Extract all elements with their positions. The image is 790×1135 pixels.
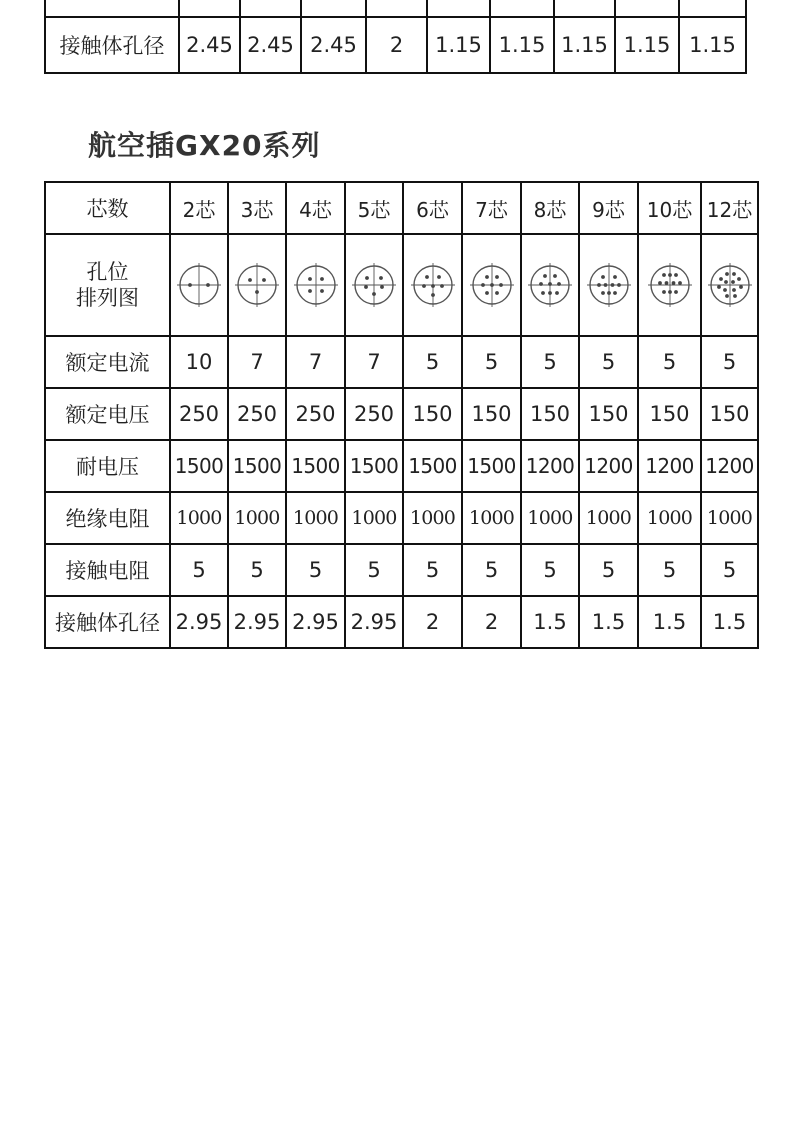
value-cell: 1000: [345, 492, 403, 544]
value-cell: 5: [638, 544, 701, 596]
value-cell: 7: [286, 336, 345, 388]
pin-dot: [739, 285, 743, 289]
pin-dot: [724, 280, 728, 284]
pin-layout-6-icon: [409, 261, 457, 309]
value-cell: 1500: [345, 440, 403, 492]
pin-dot: [601, 275, 605, 279]
pin-dot: [658, 281, 662, 285]
cores-cell: 6芯: [403, 182, 462, 234]
value-cell: 2: [462, 596, 521, 648]
value-cell: 1.15: [490, 17, 554, 73]
pin-dot: [613, 275, 617, 279]
pin-dot: [725, 294, 729, 298]
value-cell: 1000: [462, 492, 521, 544]
rated-voltage-row: [45, 388, 758, 440]
pin-dot: [548, 282, 552, 286]
pin-layout-row: [45, 234, 758, 336]
pin-diagram-cell: [170, 234, 228, 336]
pin-layout-2-icon: [175, 261, 223, 309]
value-cell: 1.5: [701, 596, 758, 648]
cores-cell: 3芯: [228, 182, 286, 234]
value-cell: 1000: [521, 492, 579, 544]
value-cell: 150: [579, 388, 638, 440]
pin-dot: [719, 277, 723, 281]
pin-layout-4-icon: [292, 261, 340, 309]
value-cell: 1000: [403, 492, 462, 544]
value-cell: 150: [521, 388, 579, 440]
pin-layout-7-icon: [468, 261, 516, 309]
pin-dot: [379, 276, 383, 280]
value-cell: 150: [701, 388, 758, 440]
value-cell: 1200: [701, 440, 758, 492]
value-cell: 1500: [170, 440, 228, 492]
value-cell: 250: [228, 388, 286, 440]
pin-diagram-cell: [521, 234, 579, 336]
value-cell: 1000: [286, 492, 345, 544]
pin-dot: [422, 284, 426, 288]
value-cell: 1.5: [638, 596, 701, 648]
cores-cell: 4芯: [286, 182, 345, 234]
pin-dot: [737, 277, 741, 281]
pin-dot: [485, 275, 489, 279]
pin-dot: [717, 285, 721, 289]
value-cell: 1500: [228, 440, 286, 492]
pin-dot: [732, 288, 736, 292]
pin-dot: [668, 290, 672, 294]
value-cell: 5: [403, 544, 462, 596]
value-cell: 250: [170, 388, 228, 440]
pin-dot: [425, 275, 429, 279]
value-cell: 1500: [462, 440, 521, 492]
pin-layout-9-icon: [585, 261, 633, 309]
pin-dot: [610, 283, 614, 287]
pin-dot: [320, 277, 324, 281]
value-cell: 5: [701, 544, 758, 596]
value-cell: 5: [521, 544, 579, 596]
pin-dot: [308, 277, 312, 281]
value-cell: 1000: [638, 492, 701, 544]
pin-diagram-cell: [228, 234, 286, 336]
pin-diagram-cell: [579, 234, 638, 336]
row-label: 额定电流: [45, 336, 170, 388]
value-cell: 5: [170, 544, 228, 596]
pin-layout-8-icon: [526, 261, 574, 309]
pin-diagram-cell: [403, 234, 462, 336]
pin-dot: [731, 280, 735, 284]
pin-dot: [601, 291, 605, 295]
row-label: 芯数: [45, 182, 170, 234]
pin-dot: [725, 272, 729, 276]
pin-dot: [437, 275, 441, 279]
value-cell: 1.5: [579, 596, 638, 648]
pin-dot: [607, 291, 611, 295]
pin-dot: [380, 285, 384, 289]
cores-cell: 12芯: [701, 182, 758, 234]
pin-layout-12-icon: [706, 261, 754, 309]
pin-dot: [308, 289, 312, 293]
pin-dot: [557, 282, 561, 286]
pin-dot: [668, 273, 672, 277]
pin-dot: [617, 283, 621, 287]
value-cell: 1200: [521, 440, 579, 492]
value-cell: 2.95: [345, 596, 403, 648]
pin-dot: [255, 290, 259, 294]
row-label-line: 排列图: [76, 286, 139, 310]
value-cell: 1.5: [521, 596, 579, 648]
row-label-line: 孔位: [86, 260, 129, 284]
pin-dot: [597, 283, 601, 287]
value-cell: 1000: [170, 492, 228, 544]
pin-dot: [499, 283, 503, 287]
value-cell: 5: [579, 336, 638, 388]
row-label: 耐电压: [45, 440, 170, 492]
pin-dot: [431, 284, 435, 288]
pin-dot: [248, 278, 252, 282]
pin-diagram-cell: [345, 234, 403, 336]
value-cell: 5: [228, 544, 286, 596]
insulation-resistance-row: [45, 492, 758, 544]
pin-layout-10-icon: [646, 261, 694, 309]
row-label: 额定电压: [45, 388, 170, 440]
pin-dot: [613, 291, 617, 295]
value-cell: 250: [286, 388, 345, 440]
value-cell: 1.15: [554, 17, 615, 73]
pin-dot: [674, 290, 678, 294]
value-cell: 2.45: [179, 17, 240, 73]
pin-dot: [664, 281, 668, 285]
value-cell: 2.45: [301, 17, 366, 73]
row-label: 绝缘电阻: [45, 492, 170, 544]
pin-diagram-cell: [286, 234, 345, 336]
value-cell: 2.95: [286, 596, 345, 648]
pin-dot: [490, 283, 494, 287]
section-title: 航空插GX20系列: [88, 129, 321, 162]
cores-cell: 8芯: [521, 182, 579, 234]
value-cell: 10: [170, 336, 228, 388]
value-cell: 2: [403, 596, 462, 648]
value-cell: 2: [366, 17, 427, 73]
row-label: 接触体孔径: [45, 596, 170, 648]
value-cell: 1500: [286, 440, 345, 492]
pin-dot: [495, 291, 499, 295]
pin-diagram-cell: [462, 234, 521, 336]
value-cell: 2.95: [228, 596, 286, 648]
pin-layout-3-icon: [233, 261, 281, 309]
pin-dot: [365, 276, 369, 280]
value-cell: 7: [345, 336, 403, 388]
value-cell: 1.15: [427, 17, 490, 73]
cores-cell: 10芯: [638, 182, 701, 234]
value-cell: 1.15: [615, 17, 679, 73]
value-cell: 2.45: [240, 17, 301, 73]
previous-series-hole-diameter-row: [45, 17, 746, 73]
cores-row: [45, 182, 758, 234]
pin-dot: [485, 291, 489, 295]
pin-dot: [553, 274, 557, 278]
pin-dot: [548, 291, 552, 295]
value-cell: 1000: [579, 492, 638, 544]
pin-dot: [320, 289, 324, 293]
value-cell: 5: [579, 544, 638, 596]
pin-dot: [732, 272, 736, 276]
contact-hole-diameter-row: [45, 596, 758, 648]
value-cell: 1000: [228, 492, 286, 544]
pin-dot: [431, 293, 435, 297]
pin-dot: [539, 282, 543, 286]
value-cell: 5: [701, 336, 758, 388]
previous-series-table: [44, 0, 747, 74]
value-cell: 1000: [701, 492, 758, 544]
rated-current-row: [45, 336, 758, 388]
pin-dot: [206, 283, 210, 287]
value-cell: 5: [286, 544, 345, 596]
value-cell: 150: [462, 388, 521, 440]
gx20-spec-table: [44, 181, 759, 649]
value-cell: 5: [403, 336, 462, 388]
pin-dot: [541, 291, 545, 295]
value-cell: 5: [638, 336, 701, 388]
withstand-voltage-row: [45, 440, 758, 492]
pin-dot: [603, 283, 607, 287]
contact-resistance-row: [45, 544, 758, 596]
pin-dot: [495, 275, 499, 279]
pin-dot: [372, 292, 376, 296]
value-cell: 1500: [403, 440, 462, 492]
pin-dot: [662, 273, 666, 277]
value-cell: 7: [228, 336, 286, 388]
pin-dot: [674, 273, 678, 277]
pin-dot: [364, 285, 368, 289]
value-cell: 2.95: [170, 596, 228, 648]
pin-dot: [262, 278, 266, 282]
cores-cell: 9芯: [579, 182, 638, 234]
pin-dot: [440, 284, 444, 288]
value-cell: 250: [345, 388, 403, 440]
value-cell: 5: [345, 544, 403, 596]
previous-series-hidden-row: [45, 0, 746, 17]
pin-diagram-cell: [638, 234, 701, 336]
value-cell: 1.15: [679, 17, 746, 73]
row-label: [45, 234, 170, 336]
value-cell: 5: [462, 336, 521, 388]
pin-dot: [188, 283, 192, 287]
pin-dot: [543, 274, 547, 278]
pin-dot: [662, 290, 666, 294]
value-cell: 5: [521, 336, 579, 388]
row-label: 接触电阻: [45, 544, 170, 596]
cores-cell: 7芯: [462, 182, 521, 234]
pin-layout-5-icon: [350, 261, 398, 309]
row-label: 接触体孔径: [45, 17, 179, 73]
pin-diagram-cell: [701, 234, 758, 336]
pin-dot: [723, 288, 727, 292]
value-cell: 5: [462, 544, 521, 596]
pin-dot: [733, 294, 737, 298]
cores-cell: 2芯: [170, 182, 228, 234]
value-cell: 150: [403, 388, 462, 440]
cores-cell: 5芯: [345, 182, 403, 234]
pin-dot: [555, 291, 559, 295]
pin-dot: [678, 281, 682, 285]
pin-dot: [481, 283, 485, 287]
value-cell: 1200: [638, 440, 701, 492]
value-cell: 1200: [579, 440, 638, 492]
pin-dot: [671, 281, 675, 285]
value-cell: 150: [638, 388, 701, 440]
